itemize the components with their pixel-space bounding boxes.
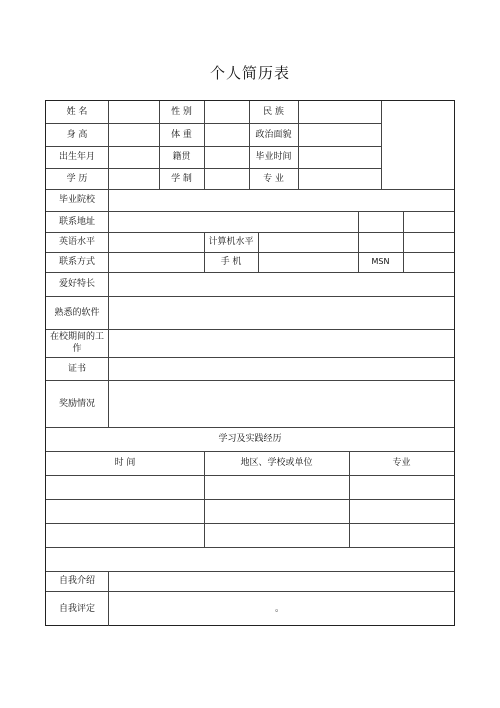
label-weight: 体 重 <box>171 129 192 140</box>
column-header-time: 时 间 <box>114 458 136 468</box>
label-birth: 出生年月 <box>58 152 95 162</box>
label-self-eval: 自我评定 <box>58 603 95 614</box>
label-address: 联系地址 <box>58 216 95 227</box>
section-title-experience: 学习及实践经历 <box>218 434 282 444</box>
label-gender: 性 别 <box>171 107 192 117</box>
resume-form <box>45 100 455 626</box>
label-computer: 计算机水平 <box>208 237 254 247</box>
label-english: 英语水平 <box>58 237 95 247</box>
label-contact: 联系方式 <box>58 257 95 267</box>
label-name: 姓 名 <box>66 107 88 117</box>
label-mobile: 手 机 <box>220 257 242 267</box>
label-hobbies: 爱好特长 <box>58 279 95 289</box>
label-ethnicity: 民 族 <box>263 107 284 117</box>
label-grad-time: 毕业时间 <box>255 152 292 162</box>
label-msn: MSN <box>371 257 390 266</box>
label-self-intro: 自我介绍 <box>58 576 95 586</box>
label-campus-work: 在校期间的工作 <box>49 332 104 354</box>
page-title: 个人简历表 <box>209 64 290 82</box>
label-major: 专 业 <box>263 173 284 184</box>
label-awards: 奖励情况 <box>58 398 95 409</box>
label-software: 熟悉的软件 <box>54 307 100 318</box>
label-education: 学 历 <box>66 173 88 184</box>
column-header-place: 地区、学校或单位 <box>240 458 313 468</box>
label-height: 身 高 <box>66 129 88 140</box>
column-header-major: 专业 <box>392 458 411 468</box>
label-school: 毕业院校 <box>58 195 95 205</box>
label-certificates: 证书 <box>67 363 86 374</box>
label-native: 籍贯 <box>172 152 191 162</box>
label-system: 学 制 <box>171 173 192 184</box>
self-eval-value: 。 <box>275 604 285 614</box>
label-political: 政治面貌 <box>255 129 292 140</box>
